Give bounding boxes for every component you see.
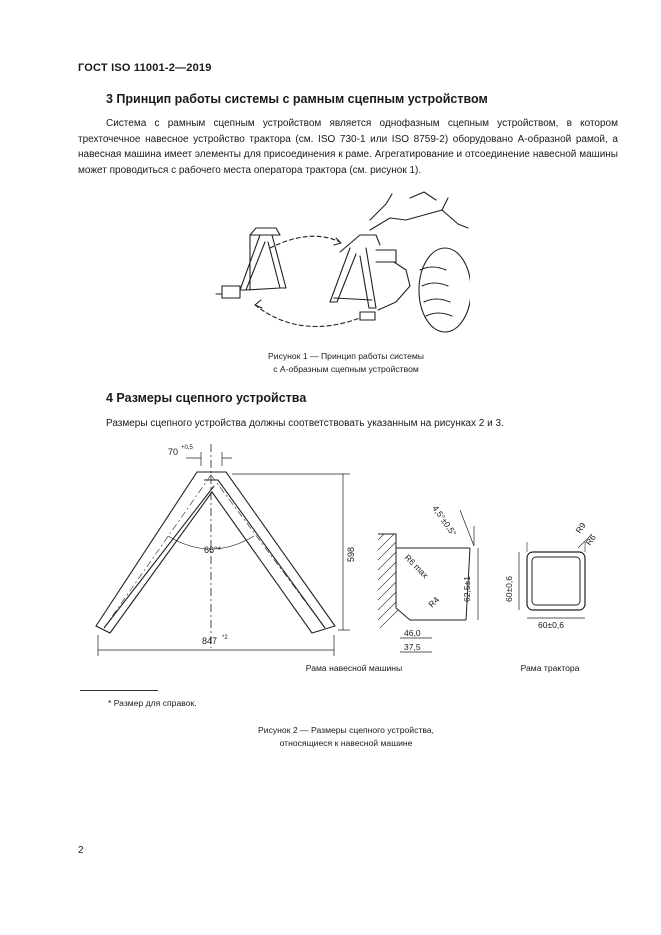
page-number: 2 [78, 845, 84, 856]
dim-height: 598 [346, 546, 356, 562]
dim-sq-w: 60±0,6 [538, 620, 564, 630]
arrow-head-icon [255, 300, 262, 308]
dim-base-width-mark: *2 [222, 635, 228, 641]
label-tractor-frame: Рама трактора [520, 663, 580, 673]
dim-w46: 46,0 [404, 628, 421, 638]
figure-2-caption-line1: Рисунок 2 — Размеры сцепного устройства, [258, 725, 434, 735]
figure-2-caption-line2: относящиеся к навесной машине [279, 737, 413, 748]
dim-angle: 66°* [204, 545, 222, 555]
footnote-rule [80, 690, 158, 691]
dim-w37: 37,5 [404, 642, 421, 652]
dim-r4: R4 [426, 594, 442, 610]
figure-1-caption-line1: Рисунок 1 — Принцип работы системы [268, 351, 424, 361]
figure-1-caption [196, 350, 496, 375]
height-dimension [232, 474, 350, 630]
dim-top-width: 70 [168, 447, 179, 457]
section-3-title: 3 Принцип работы системы с рамным сцепным устройством [106, 92, 488, 106]
dim-r6: R6 [583, 532, 598, 548]
chamfer-leader [460, 510, 474, 546]
dim-base-width: 847 [202, 636, 218, 646]
dim-top-width-tol: +0,5 [181, 445, 193, 451]
motion-arrows [255, 236, 360, 326]
section-4-paragraph: Размеры сцепного устройства должны соответствовать указанным на рисунках 2 и 3. [106, 418, 504, 429]
tractor-frame-section [519, 534, 592, 618]
arrow-head-icon [334, 238, 341, 245]
section-3-paragraph [78, 116, 618, 178]
figure-1-illustration [210, 190, 470, 340]
figure-2-caption [196, 724, 496, 749]
standard-header: ГОСТ ISO 11001-2—2019 [78, 62, 212, 74]
dim-depth: 62,5±1 [462, 576, 472, 602]
figure-2-drawing [0, 430, 661, 690]
dim-r9: R9 [573, 520, 588, 536]
tractor-drawing [330, 192, 470, 332]
section-3-text: Система с рамным сцепным устройством является однофазным сцепным устройством, в котором трехточечное навесное устройство трактора (см. ISO 730-1 или ISO 8759-2) оборудовано А-образной рамой, а навесная машина имеет элементы для присоединения к раме. Агрегатирование и отсоединение навесной машины может проводиться с рабочего места оператора трактора (см. рисунок 1). [78, 118, 618, 176]
dim-sq-h: 60±0,6 [504, 576, 514, 602]
implement-frame-drawing [216, 228, 286, 298]
top-width-dimension [186, 452, 232, 466]
footnote: * Размер для справок. [108, 698, 197, 708]
label-implement-frame: Рама навесной машины [305, 663, 403, 673]
figure-1-caption-line2: с А-образным сцепным устройством [273, 363, 419, 374]
dim-r6max: R6 max [402, 552, 431, 581]
section-4-title: 4 Размеры сцепного устройства [106, 391, 307, 405]
section-hatching [378, 534, 398, 628]
dim-chamfer: 4,5°±0,5° [430, 503, 459, 538]
